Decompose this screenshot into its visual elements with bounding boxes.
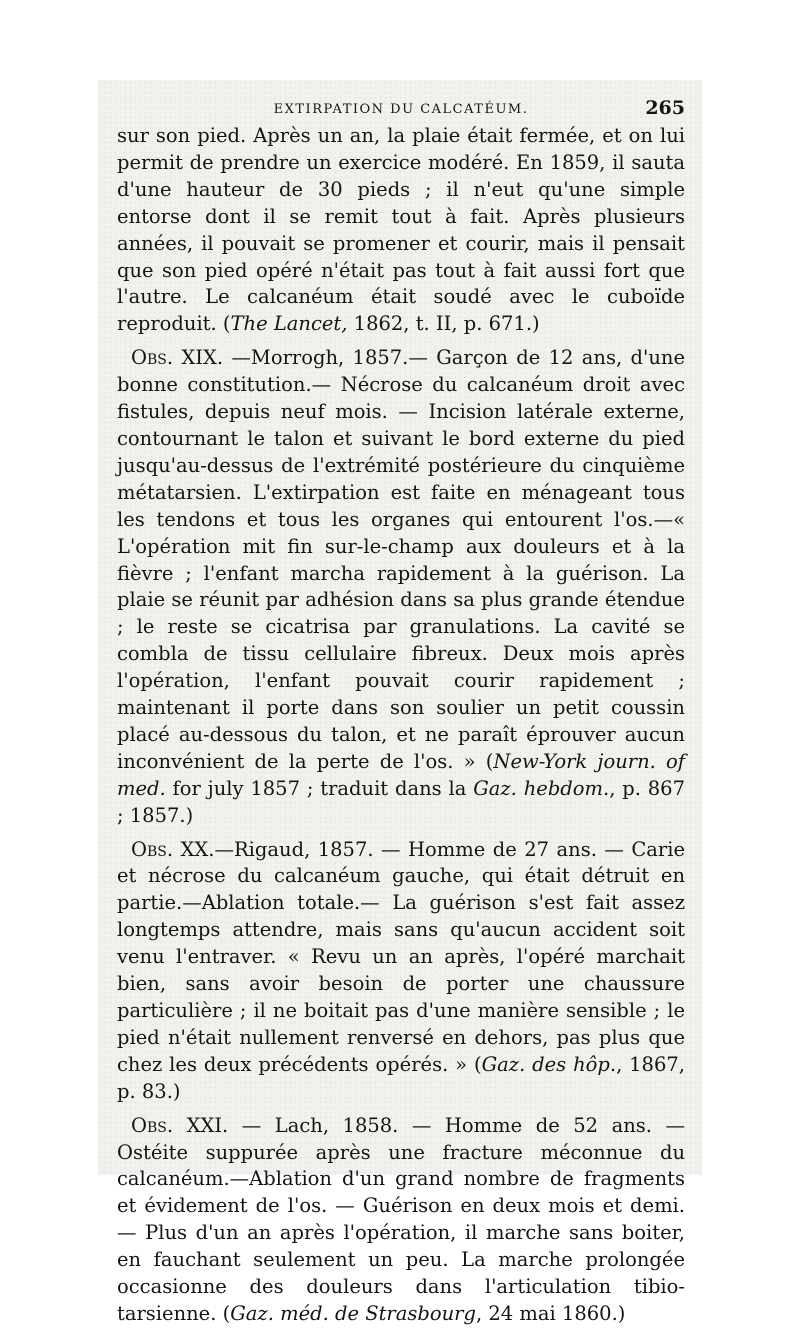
text-run: , 1867, p. 83.) xyxy=(117,1052,685,1103)
observation-xx xyxy=(117,837,685,1106)
citation-journal: Gaz. des hôp. xyxy=(481,1052,617,1076)
citation-journal: Gaz. méd. de Strasbourg xyxy=(230,1301,476,1325)
text-run: sur son pied. Après un an, la plaie était fermée, et on lui permit de prendre un exercice modéré. En 1859, il sauta d'une hauteur de 30 pieds ; il n'eut qu'une simple entorse dont il se remit tout à fait. Après plusieurs années, il pouvait se promener et courir, mais il pensait que son pied opéré n'était pas tout à fait aussi fort que l'autre. Le calcanéum était soudé avec le cuboïde reproduit. ( xyxy=(117,124,685,336)
page-number: 265 xyxy=(645,97,685,119)
observation-label: Obs. XIX. xyxy=(131,346,224,370)
observation-label: Obs. XX. xyxy=(131,837,215,861)
text-run: , 24 mai 1860.) xyxy=(475,1301,626,1325)
text-run: —Rigaud, 1857. — Homme de 27 ans. — Carie et nécrose du calcanéum gauche, qui était détruit en partie.—Ablation totale.— La guérison s'est fait assez longtemps attendre, mais sans qu'aucun accident soit venu l'entraver. « Revu un an après, l'opéré marchait bien, sans avoir besoin de porter une chaussure particulière ; il ne boitait pas d'une manière sensible ; le pied n'était nullement renversé en dehors, pas plus que chez les deux précédents opérés. » ( xyxy=(117,837,685,1076)
text-run: — Lach, 1858. — Homme de 52 ans. — Ostéite suppurée après une fracture méconnue du calcanéum.—Ablation d'un grand nombre de fragments et évidement de l'os. — Guérison en deux mois et demi. — Plus d'un an après l'opération, il marche sans boiter, en fauchant seulement un peu. La marche prolongée occasionne des douleurs dans l'articulation tibio-tarsienne. ( xyxy=(117,1113,685,1325)
page-text xyxy=(117,93,685,1328)
observation-xxi xyxy=(117,1113,685,1328)
citation-journal: The Lancet, xyxy=(230,312,348,336)
observation-label: Obs. XXI. xyxy=(131,1113,229,1137)
text-run: , p. 867 ; 1857.) xyxy=(117,776,685,827)
citation-journal: Gaz. hebdom. xyxy=(473,776,610,800)
running-title: EXTIRPATION DU CALCATÉUM. xyxy=(273,102,529,117)
text-run: for july 1857 ; traduit dans la xyxy=(165,776,474,800)
paragraph-continuation xyxy=(117,123,685,338)
text-run: 1862, t. II, p. 671.) xyxy=(347,312,540,336)
text-run: —Morrogh, 1857.— Garçon de 12 ans, d'une bonne constitution.— Nécrose du calcanéum droit avec fistules, depuis neuf mois. — Incision latérale externe, contournant le talon et suivant le bord externe du pied jusqu'au-dessus de l'extrémité postérieure du cinquième métatarsien. L'extirpation est faite en ménageant tous les tendons et tous les organes qui entourent l'os.—« L'opération mit fin sur-le-champ aux douleurs et à la fièvre ; l'enfant marcha rapidement à la guérison. La plaie se réunit par adhésion dans sa plus grande étendue ; le reste se cicatrisa par granulations. La cavité se combla de tissu cellulaire fibreux. Deux mois après l'opération, l'enfant pouvait courir rapidement ; maintenant il porte dans son soulier un petit coussin placé au-dessous du talon, et ne paraît éprouver aucun inconvénient de la perte de l'os. » ( xyxy=(117,346,685,773)
citation-journal: New-York journ. of med. xyxy=(117,749,685,800)
observation-xix xyxy=(117,345,685,829)
running-head xyxy=(117,93,685,123)
